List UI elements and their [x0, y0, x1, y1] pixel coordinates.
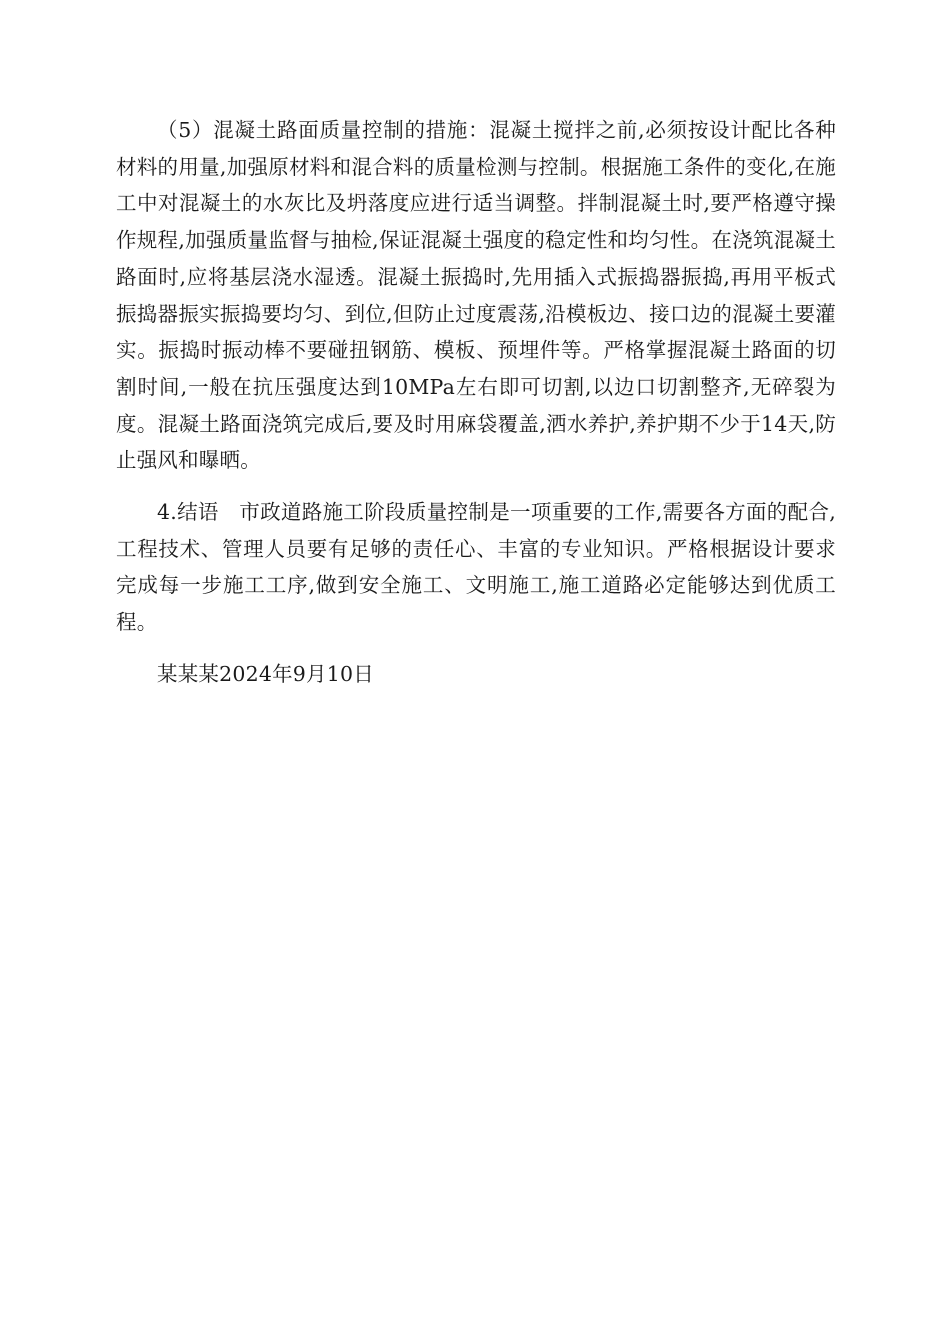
- signature-line: 某某某2024年9月10日: [157, 661, 374, 686]
- paragraph-conclusion: [116, 494, 836, 641]
- paragraph-concrete-quality-measures: （5）混凝土路面质量控制的措施：混凝土搅拌之前,必须按设计配比各种材料的用量,加强原材料和混合料的质量检测与控制。根据施工条件的变化,在施工中对混凝土的水灰比及坍落度应进行适当调整。拌制混凝土时,要严格遵守操作规程,加强质量监督与抽检,保证混凝土强度的稳定性和均匀性。在浇筑混凝土路面时,应将基层浇水湿透。混凝土振捣时,先用插入式振捣器振捣,再用平板式振捣器振实振捣要均匀、到位,但防止过度震荡,沿模板边、接口边的混凝土要灌实。振捣时振动棒不要碰扭钢筋、模板、预埋件等。严格掌握混凝土路面的切割时间,一般在抗压强度达到10MPa左右即可切割,以边口切割整齐,无碎裂为度。混凝土路面浇筑完成后,要及时用麻袋覆盖,洒水养护,养护期不少于14天,防止强风和曝晒。: [116, 118, 836, 473]
- conclusion-heading: 4.结语: [157, 500, 219, 525]
- conclusion-body: 市政道路施工阶段质量控制是一项重要的工作,需要各方面的配合,工程技术、管理人员要有足够的责任心、丰富的专业知识。严格根据设计要求完成每一步施工工序,做到安全施工、文明施工,施工道路必定能够达到优质工程。: [116, 500, 837, 635]
- document-page: [116, 112, 836, 693]
